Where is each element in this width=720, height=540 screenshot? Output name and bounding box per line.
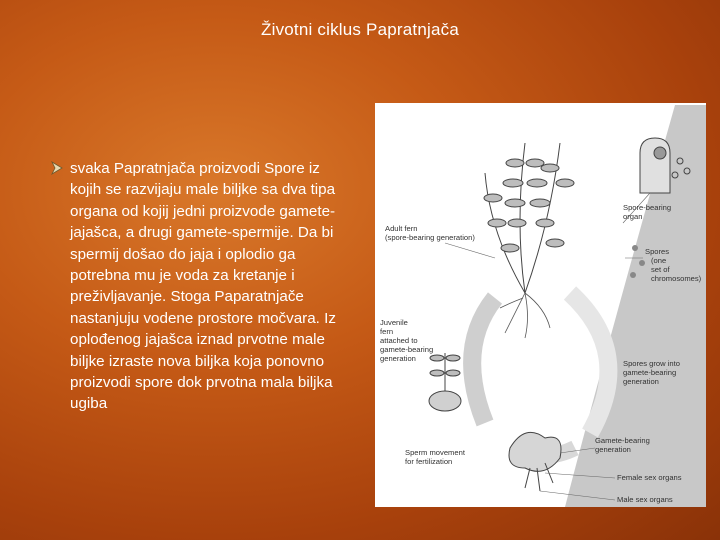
cycle-arrow-left (472, 298, 495, 423)
bullet-item (50, 158, 350, 415)
label-juvenile-5: generation (380, 354, 416, 363)
label-grow-2: gamete-bearing (623, 368, 677, 377)
label-sperm-1: Sperm movement (405, 448, 465, 457)
label-juvenile-3: attached to (380, 336, 418, 345)
juvenile-fern-drawing (429, 353, 461, 411)
fern-life-cycle-figure (375, 103, 706, 507)
label-spores-3: set of (651, 265, 670, 274)
label-grow-3: generation (623, 377, 659, 386)
gametophyte-drawing (509, 432, 561, 491)
fern-roots (500, 293, 550, 338)
label-gamete-gen-1: Gamete-bearing (595, 436, 650, 445)
label-gamete-gen-2: generation (595, 445, 631, 454)
slide-title: Životni ciklus Papratnjača (261, 20, 459, 39)
label-adult-fern-2: (spore-bearing generation) (385, 233, 475, 242)
label-juvenile-4: gamete-bearing (380, 345, 434, 354)
cycle-arrow-right (570, 293, 608, 433)
label-female: Female sex organs (617, 473, 682, 482)
bullet-text: svaka Papratnjača proizvodi Spore iz kojih se razvijaju male biljke sa dva tipa organa od kojij jedni proizvode gamete-jajašca, a drugi gamete-spermije. Da bi spermij došao do jaja i oplodio ga potrebna mu je voda za kretanje i preživljavanje. Stoga Paparatnjače nastanjuju vodene prostore močvara. Iz oplođenog jajašca iznad prvotne male biljke izraste nova biljka koja ponovno proizvodi spore dok prvotna mala biljka ugiba (70, 160, 336, 413)
label-spores-4: chromosomes) (651, 274, 702, 283)
adult-fern-drawing (484, 143, 574, 293)
arrow-bullet-icon (50, 161, 64, 175)
label-juvenile-2: fern (380, 327, 394, 336)
label-male: Male sex organs (617, 495, 673, 504)
label-spore-organ-2: organ (623, 212, 643, 221)
label-juvenile-1: Juvenile (380, 318, 408, 327)
label-spore-organ-1: Spore-bearing (623, 203, 672, 212)
label-grow-1: Spores grow into (623, 359, 680, 368)
label-spores-1: Spores (645, 247, 670, 256)
label-sperm-2: for fertilization (405, 457, 453, 466)
label-spores-2: (one (651, 256, 667, 265)
label-adult-fern-1: Adult fern (385, 224, 418, 233)
